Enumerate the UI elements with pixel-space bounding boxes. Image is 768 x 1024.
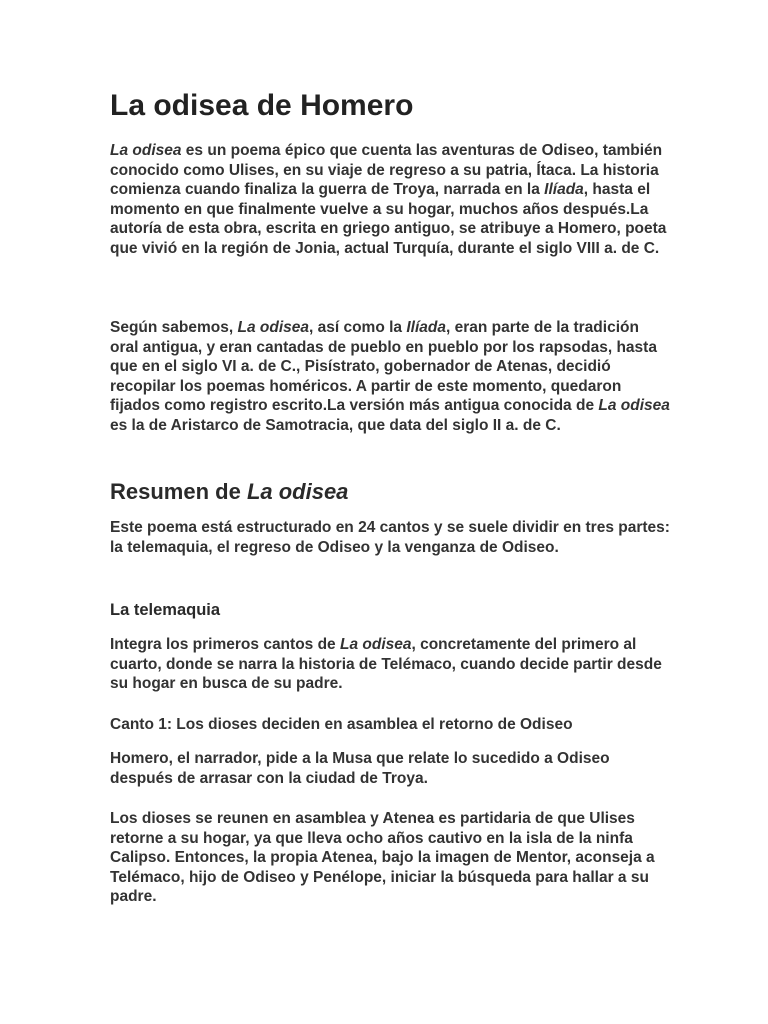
text-span: , eran parte de la tradición oral antigua, y eran cantadas de pueblo en pueblo por los rapsodas, hasta que en el siglo VI a. de C., Pisístrato, gobernador de Atenas, decidió recopilar los poemas homéricos. A partir de este momento, quedaron fijados como registro escrito.La versión más antigua conocida de: [110, 319, 657, 414]
italic-title: La odisea: [237, 319, 309, 336]
summary-heading: [110, 477, 670, 507]
italic-title: La odisea: [598, 397, 670, 414]
text-span: es un poema épico que cuenta las aventuras de Odiseo, también conocido como Ulises, en su viaje de regreso a su patria, Ítaca. La historia comienza cuando finaliza la guerra de Troya, narrada en la: [110, 142, 663, 198]
italic-title: La odisea: [110, 142, 182, 159]
text-span: , hasta el momento en que finalmente vuelve a su hogar, muchos años después.La autoría de esta obra, escrita en griego antiguo, se atribuye a Homero, poeta que vivió en la región de Jonia, actual Turquía, durante el siglo VIII a. de C.: [110, 181, 667, 257]
narrator-paragraph: Homero, el narrador, pide a la Musa que relate lo sucedido a Odiseo después de arrasar con la ciudad de Troya.: [110, 750, 610, 787]
telemaquia-heading: La telemaquia: [110, 601, 221, 619]
assembly-paragraph: Los dioses se reunen en asamblea y Atenea es partidaria de que Ulises retorne a su hogar, ya que lleva ocho años cautivo en la isla de la ninfa Calipso. Entonces, la propia Atenea, bajo la imagen de Mentor, aconseja a Telémaco, hijo de Odiseo y Penélope, iniciar la búsqueda para hallar a su padre.: [110, 810, 655, 905]
text-span: , concretamente del primero al cuarto, donde se narra la historia de Telémaco, cuando decide partir desde su hogar en busca de su padre.: [110, 636, 662, 692]
italic-title: La odisea: [339, 636, 412, 653]
italic-title: Ilíada: [406, 319, 446, 336]
document-title: La odisea de Homero: [110, 89, 414, 122]
italic-title: Ilíada: [544, 181, 584, 198]
telemaquia-paragraph: [110, 635, 670, 694]
intro-paragraph: [110, 141, 670, 258]
structure-paragraph: Este poema está estructurado en 24 cantos y se suele dividir en tres partes: la telemaquia, el regreso de Odiseo y la venganza de Odiseo.: [110, 519, 670, 556]
text-span: , así como la: [308, 319, 407, 336]
canto-1-heading: Canto 1: Los dioses deciden en asamblea el retorno de Odiseo: [110, 716, 573, 733]
text-span: es la de Aristarco de Samotracia, que data del siglo II a. de C.: [110, 416, 561, 434]
history-paragraph: [110, 318, 670, 435]
text-span: Resumen de: [110, 479, 247, 504]
text-span: Según sabemos,: [110, 319, 238, 336]
text-span: Integra los primeros cantos de: [110, 636, 340, 653]
italic-title: La odisea: [246, 479, 349, 504]
